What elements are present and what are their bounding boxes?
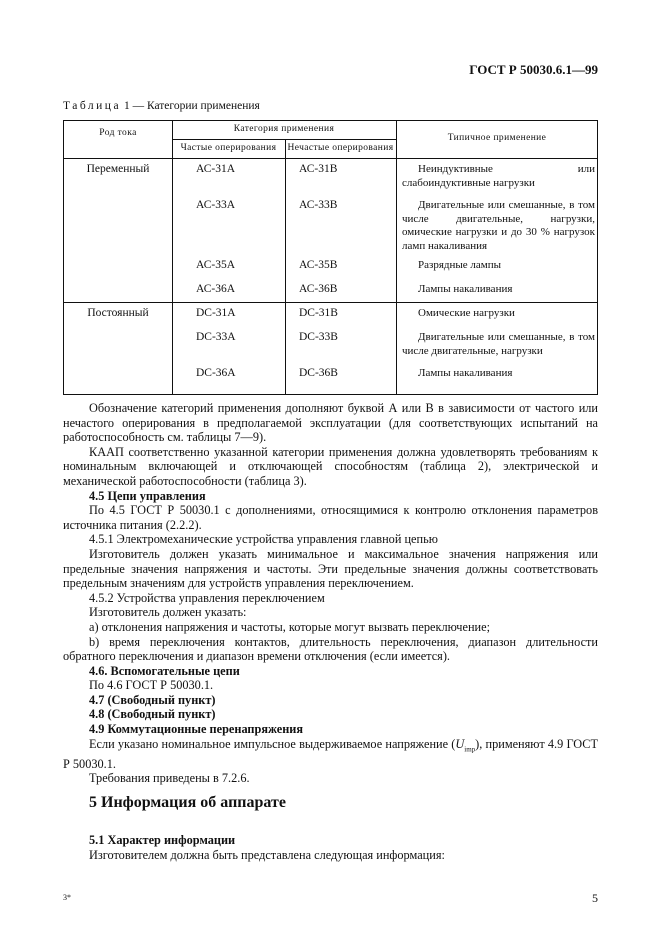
paragraph: Требования приведены в 7.2.6. (89, 771, 250, 786)
cell-infrequent: АС-36В (299, 283, 338, 295)
cell-typical (402, 283, 595, 297)
subsection-title: 4.5.2 Устройства управления переключением (89, 590, 325, 605)
header-infrequent: Нечастые оперирования (287, 143, 394, 153)
cell-typical (402, 307, 595, 321)
section-heading: 4.9 Коммутационные перенапряжения (89, 722, 304, 737)
paragraph: Изготовитель должен указать: (89, 605, 247, 620)
cell-infrequent: АС-33В (299, 199, 338, 211)
typical-text: Разрядные лампы (418, 259, 502, 271)
paragraph: Изготовитель должен указать минимальное и максимальное значения напряжения или предельные значения напряжения и частоты. Эти предельные значения должны соответствовать предельным значениям для устройств управления переключением. (63, 546, 598, 591)
cell-typical (402, 163, 595, 190)
col-divider (172, 121, 173, 394)
typical-text: Лампы накаливания (418, 367, 513, 379)
page-number: 5 (592, 891, 598, 905)
row-divider (64, 302, 597, 303)
paragraph (63, 737, 598, 772)
cell-frequent: АС-35А (196, 259, 236, 271)
cell-frequent: DC-31A (196, 307, 236, 319)
text: Если указано номинальное импульсное выдерживаемое напряжение ( (89, 736, 456, 751)
footer-mark: 3* (63, 893, 71, 902)
col-divider (285, 139, 286, 394)
cell-typical (402, 367, 595, 381)
paragraph: Изготовителем должна быть представлена следующая информация: (89, 847, 445, 862)
body-text (63, 401, 598, 786)
subscript: imp (464, 745, 476, 754)
typical-text: Омические нагрузки (418, 307, 515, 319)
caption-prefix: Таблица (63, 100, 122, 112)
row-divider (64, 158, 597, 159)
cell-frequent: DC-33A (196, 331, 236, 343)
subsection-title: 4.5.1 Электромеханические устройства управления главной цепью (89, 532, 438, 547)
cell-frequent: АС-31А (196, 163, 236, 175)
list-item: b) время переключения контактов, длительность переключения, диапазон длительности обратного переключения и диапазон времени отключения (если имеется). (63, 634, 598, 664)
header-frequent: Частые оперирования (180, 143, 277, 153)
cell-infrequent: АС-35В (299, 259, 338, 271)
col-divider (396, 121, 397, 394)
section-heading: 4.6. Вспомогательные цепи (89, 663, 240, 678)
cell-current: Переменный (86, 163, 150, 175)
text: ), применяют 4.9 ГОСТ Р 50030.1. (63, 736, 598, 771)
row-divider (172, 139, 396, 140)
cell-current: Постоянный (87, 307, 149, 319)
cell-infrequent: АС-31В (299, 163, 338, 175)
caption-title: 1 — Категории применения (121, 100, 260, 112)
chapter-heading: 5 Информация об аппарате (89, 794, 286, 811)
section-heading: 4.8 (Свободный пункт) (89, 707, 216, 722)
cell-infrequent: DC-33B (299, 331, 338, 343)
cell-infrequent: DC-31B (299, 307, 338, 319)
cell-typical (402, 331, 595, 358)
cell-frequent: АС-36А (196, 283, 236, 295)
header-current: Род тока (99, 128, 137, 138)
cell-typical (402, 199, 595, 253)
header-typical: Типичное применение (447, 133, 547, 143)
section-heading: 5.1 Характер информации (89, 833, 236, 847)
list-item: а) отклонения напряжения и частоты, которые могут вызвать переключение; (89, 619, 490, 634)
document-id: ГОСТ Р 50030.6.1—99 (469, 62, 598, 77)
categories-table (63, 120, 598, 395)
cell-frequent: АС-33А (196, 199, 236, 211)
header-category: Категория применения (233, 124, 335, 134)
cell-frequent: DC-36A (196, 367, 236, 379)
section-heading: 4.7 (Свободный пункт) (89, 692, 216, 707)
cell-typical (402, 259, 595, 273)
typical-text: Двигательные или смешанные, в том числе двигательные, нагрузки (402, 331, 595, 357)
paragraph: По 4.5 ГОСТ Р 50030.1 с дополнениями, относящимися к контролю отклонения параметров источника питания (2.2.2). (63, 503, 598, 532)
typical-text: Неиндуктивные или слабоиндуктивные нагрузки (402, 163, 595, 189)
paragraph: КААП соответственно указанной категории применения должна удовлетворять требованиям к номинальным включающей и отключающей способностям (таблица 2), электрической и механической работоспособности (таблица 3). (63, 444, 598, 488)
paragraph: Обозначение категорий применения дополняют буквой А или В в зависимости от частого или нечастого оперирования в предполагаемой эксплуатации (для соответствующих испытаний на работоспособность см. таблицы 7—9). (63, 401, 598, 445)
typical-text: Лампы накаливания (418, 283, 513, 295)
table-caption (63, 100, 260, 112)
paragraph: По 4.6 ГОСТ Р 50030.1. (89, 678, 214, 693)
body-text (63, 833, 598, 862)
section-heading: 4.5 Цепи управления (89, 488, 206, 503)
symbol: U (455, 736, 465, 751)
typical-text: Двигательные или смешанные, в том числе двигательные, нагрузки, омические нагрузки и до 30 % нагрузок ламп накаливания (402, 199, 595, 252)
cell-infrequent: DC-36B (299, 367, 338, 379)
